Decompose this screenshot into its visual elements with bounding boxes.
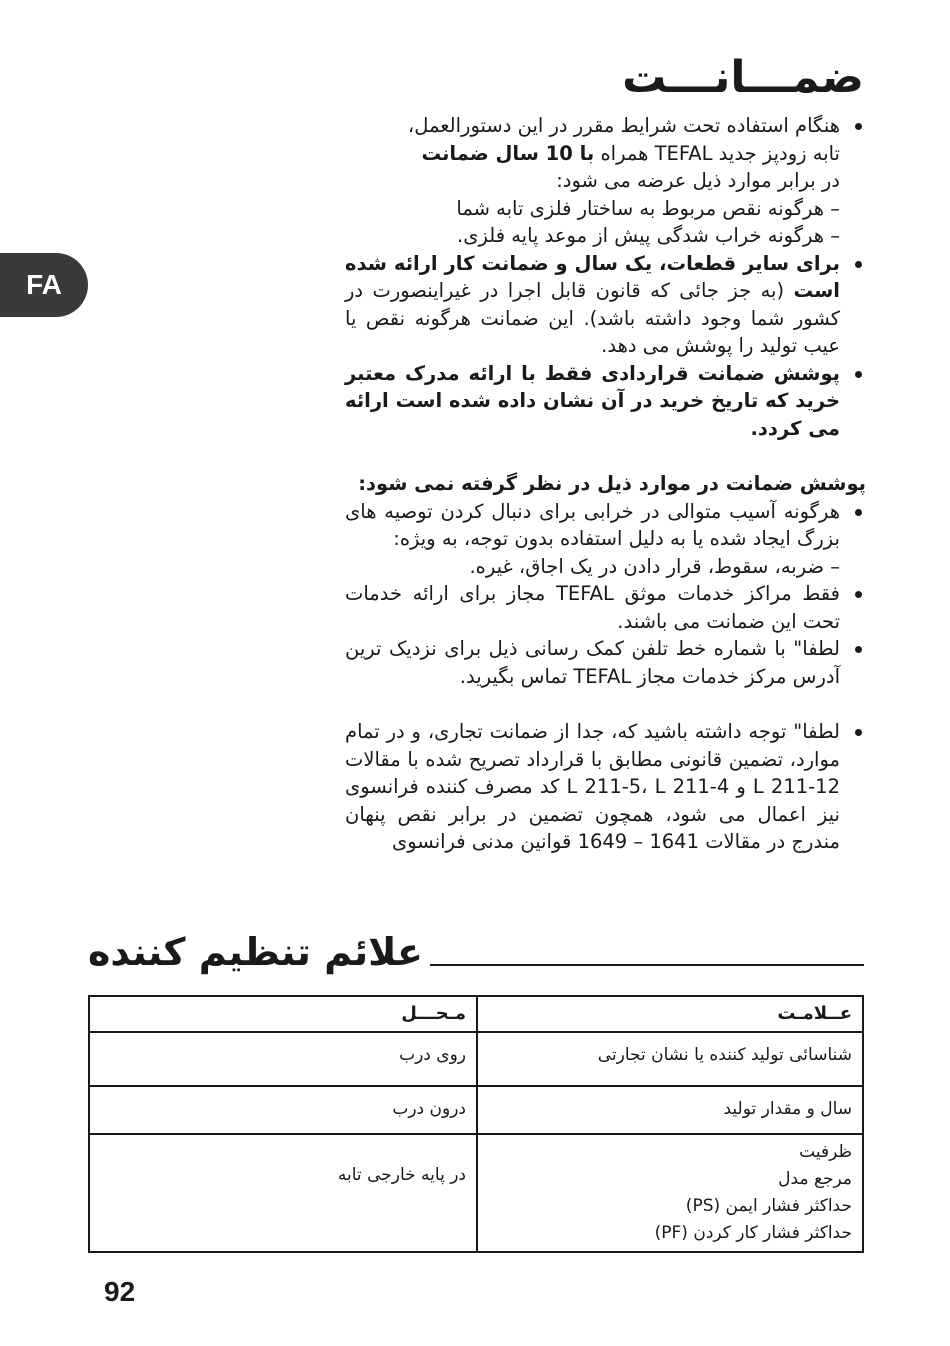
warranty-b1-line3: در برابر موارد ذیل عرضه می شود:: [556, 169, 840, 192]
row-mark-multi: [477, 1134, 863, 1252]
warranty-body: [345, 112, 866, 856]
exclusion-dash-1: – ضربه، سقوط، قرار دادن در یک اجاق، غیره.: [469, 554, 840, 578]
table-row: [89, 1032, 863, 1086]
row-location: درون درب: [89, 1086, 477, 1134]
language-tab-fa: [0, 253, 88, 317]
table-row: [89, 1134, 863, 1252]
table-row: [89, 1086, 863, 1134]
warranty-b2-text: (به جز جائی که قانون قابل اجرا در غیراینصورت در کشور شما وجود داشته باشد). این ضمانت هرگونه نقص یا عیب تولید را پوشش می دهد.: [345, 279, 840, 357]
warranty-bullet-1: [345, 112, 866, 195]
row-mark-line: مرجع مدل: [778, 1169, 852, 1189]
warranty-b1-line2a: تابه زودپز جدید TEFAL همراه: [594, 141, 840, 165]
regulatory-marks-table: [88, 995, 864, 1253]
warranty-bullet-3: پوشش ضمانت قراردادی فقط با ارائه مدرک معتبر خرید که تاریخ خرید در آن نشان داده شده است ارائه می کردد.: [345, 360, 866, 443]
exclusion-bullet-3: لطفا" با شماره خط تلفن کمک رسانی ذیل برای نزدیک ترین آدرس مرکز خدمات مجاز TEFAL تماس بگیرید.: [345, 635, 866, 690]
header-mark: عــلامـت: [477, 996, 863, 1032]
row-mark-line: حداکثر فشار ایمن (PS): [685, 1196, 852, 1216]
header-location: مـحـــل: [89, 996, 477, 1032]
page-number: 92: [104, 1276, 136, 1307]
exclusion-bullet-1: هرگونه آسیب متوالی در خرابی برای دنبال کردن توصیه های بزرگ ایجاد شده یا به دلیل استفاده بدون توجه، به ویژه:: [345, 498, 866, 553]
row-location: در پایه خارجی تابه: [89, 1134, 477, 1252]
row-mark: شناسائی تولید کننده یا نشان تجارتی: [477, 1032, 863, 1086]
exclusion-bullet-4: لطفا" توجه داشته باشید که، جدا از ضمانت تجاری، و در تمام موارد، تضمین قانونی مطابق با قرارداد تصریح شده با مقالات L 211-12 و L 211-5، L 211-4 کد مصرف کننده فرانسوی نیز اعمال می شود، همچون تضمین در برابر نقص پنهان مندرج در مقالات 1641 – 1649 قوانین مدنی فرانسوی: [345, 718, 866, 856]
regulatory-title: علائم تنظیم کننده: [88, 930, 423, 974]
language-tab-label: FA: [26, 269, 62, 300]
exclusions-heading: پوشش ضمانت در موارد ذیل در نظر گرفته نمی شود:: [358, 472, 866, 495]
row-mark-line: حداکثر فشار کار کردن (PF): [654, 1223, 852, 1243]
regulatory-title-rule: [430, 964, 864, 966]
warranty-title: ضمـــانـــت: [622, 52, 864, 103]
warranty-b1-dash2: – هرگونه خراب شدگی پیش از موعد پایه فلزی.: [457, 224, 840, 247]
exclusion-bullet-2: فقط مراکز خدمات موثق TEFAL مجاز برای ارائه خدمات تحت این ضمانت می باشند.: [345, 580, 866, 635]
warranty-bullet-2: [345, 250, 866, 360]
row-mark-line: ظرفیت: [799, 1142, 852, 1162]
row-mark: سال و مقدار تولید: [477, 1086, 863, 1134]
warranty-b1-dash1: – هرگونه نقص مربوط به ساختار فلزی تابه شما: [456, 196, 840, 220]
table-header-row: [89, 996, 863, 1032]
warranty-b1-line2b: با 10 سال ضمانت: [421, 141, 595, 165]
warranty-b1-line1: هنگام استفاده تحت شرایط مقرر در این دستورالعمل،: [407, 114, 840, 137]
row-location: روی درب: [89, 1032, 477, 1086]
warranty-b2-bold: برای سایر قطعات، یک سال و ضمانت کار ارائه شده است: [345, 251, 840, 302]
